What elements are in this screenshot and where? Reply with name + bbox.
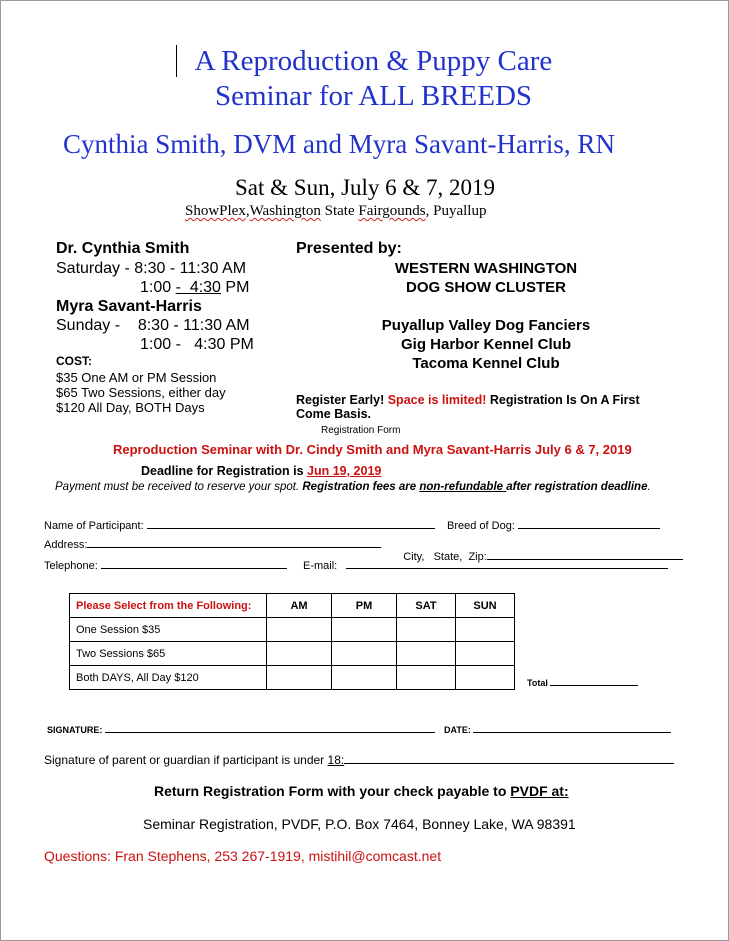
registration-form-label: Registration Form <box>321 425 401 436</box>
venue-part: , <box>245 203 250 219</box>
questions-contact: Questions: Fran Stephens, 253 267-1919, mistihil@comcast.net <box>44 848 442 864</box>
table-header-cell: SUN <box>456 594 515 618</box>
time-part: - 4:30 <box>175 279 221 296</box>
event-venue <box>185 203 486 220</box>
city-label: City, State, Zip: <box>403 551 487 563</box>
telephone-field-row <box>44 556 287 572</box>
table-header-cell: AM <box>267 594 332 618</box>
time-part: PM <box>220 279 250 296</box>
event-dates: Sat & Sun, July 6 & 7, 2019 <box>235 175 496 200</box>
deadline-label: Deadline for Registration is <box>141 464 308 478</box>
sat-checkbox[interactable] <box>397 618 456 642</box>
register-early-text <box>296 393 640 407</box>
total-row <box>527 677 638 688</box>
pm-checkbox[interactable] <box>332 642 397 666</box>
register-part: Space is limited! <box>387 393 487 407</box>
register-part: Register Early! <box>296 393 388 407</box>
telephone-field[interactable] <box>101 556 287 569</box>
am-checkbox[interactable] <box>267 642 332 666</box>
sat-checkbox[interactable] <box>397 642 456 666</box>
speaker-2-time-1: Sunday - 8:30 - 11:30 AM <box>56 317 250 334</box>
email-field[interactable] <box>346 556 668 569</box>
title-line-2: Seminar for ALL BREEDS <box>214 80 533 112</box>
speaker-1-time-2 <box>140 279 249 297</box>
presenter-2: DOG SHOW CLUSTER <box>406 279 566 296</box>
guardian-label: Signature of parent or guardian if participant is under <box>44 753 328 767</box>
table-header-cell: PM <box>332 594 397 618</box>
pm-checkbox[interactable] <box>332 666 397 690</box>
time-part: 1:00 <box>140 279 176 296</box>
venue-part: , Puyallup <box>425 203 487 219</box>
date-row <box>444 724 671 735</box>
sun-checkbox[interactable] <box>456 666 515 690</box>
table-row <box>70 618 515 642</box>
row-label: One Session $35 <box>70 618 267 642</box>
cost-item-2: $65 Two Sessions, either day <box>56 385 226 400</box>
sun-checkbox[interactable] <box>456 642 515 666</box>
address-label: Address: <box>44 539 88 551</box>
am-checkbox[interactable] <box>267 666 332 690</box>
seminar-line: Reproduction Seminar with Dr. Cindy Smith and Myra Savant-Harris July 6 & 7, 2019 <box>113 442 632 457</box>
speaker-1-time-1: Saturday - 8:30 - 11:30 AM <box>56 260 247 277</box>
return-part: Return Registration Form with your check payable to <box>154 783 511 799</box>
breed-label: Breed of Dog: <box>447 520 515 532</box>
venue-part: Washington <box>249 203 321 219</box>
date-field[interactable] <box>473 724 671 733</box>
total-field[interactable] <box>550 677 638 686</box>
breed-field[interactable] <box>518 516 660 529</box>
speaker-1-name: Dr. Cynthia Smith <box>56 240 190 257</box>
telephone-label: Telephone: <box>44 560 98 572</box>
address-field[interactable] <box>87 535 381 548</box>
guardian-signature-field[interactable] <box>344 751 674 764</box>
return-part: PVDF at: <box>510 783 569 799</box>
payment-note <box>55 481 651 493</box>
sun-checkbox[interactable] <box>456 618 515 642</box>
deadline-text <box>141 464 381 478</box>
register-part: Registration Is On A First <box>486 393 640 407</box>
presenter-1: WESTERN WASHINGTON <box>394 260 578 277</box>
email-label: E-mail: <box>303 560 338 572</box>
deadline-date: Jun 19, 2019 <box>307 464 382 478</box>
signature-label: SIGNATURE: <box>47 725 103 735</box>
table-header-row <box>70 594 515 618</box>
payment-part: Payment must be received to reserve your spot. <box>55 481 303 493</box>
row-label: Two Sessions $65 <box>70 642 267 666</box>
date-label: DATE: <box>444 725 471 735</box>
name-field[interactable] <box>147 516 435 529</box>
presenter-3: Puyallup Valley Dog Fanciers <box>381 317 591 334</box>
payment-part: non-refundable <box>419 481 507 493</box>
signature-row <box>47 724 435 735</box>
presenter-5: Tacoma Kennel Club <box>412 355 560 372</box>
sat-checkbox[interactable] <box>397 666 456 690</box>
cost-item-1: $35 One AM or PM Session <box>56 370 217 385</box>
email-field-row <box>303 556 668 572</box>
cost-label: COST: <box>56 354 92 368</box>
mailing-address: Seminar Registration, PVDF, P.O. Box 7464, Bonney Lake, WA 98391 <box>143 816 576 832</box>
text-cursor <box>176 45 177 77</box>
speaker-2-name: Myra Savant-Harris <box>56 298 202 315</box>
table-row <box>70 666 515 690</box>
total-label: Total <box>527 678 548 688</box>
venue-part: ShowPlex <box>185 203 246 219</box>
guardian-age: 18: <box>327 753 345 767</box>
row-label: Both DAYS, All Day $120 <box>70 666 267 690</box>
presenter-4: Gig Harbor Kennel Club <box>400 336 571 353</box>
return-instructions <box>154 783 569 799</box>
presented-by-label: Presented by: <box>296 240 402 257</box>
session-selection-table <box>69 593 515 690</box>
speaker-2-time-2: 1:00 - 4:30 PM <box>140 336 254 353</box>
pm-checkbox[interactable] <box>332 618 397 642</box>
name-label: Name of Participant: <box>44 520 144 532</box>
payment-part: after registration deadline <box>506 481 648 493</box>
payment-part: Registration fees are <box>302 481 420 493</box>
venue-part: Fairgounds <box>358 203 426 219</box>
payment-part: . <box>647 481 651 493</box>
table-row <box>70 642 515 666</box>
breed-field-row <box>447 516 660 532</box>
am-checkbox[interactable] <box>267 618 332 642</box>
table-header-cell: SAT <box>397 594 456 618</box>
table-header-cell: Please Select from the Following: <box>70 594 267 618</box>
title-line-1: A Reproduction & Puppy Care <box>194 45 553 77</box>
speakers-title: Cynthia Smith, DVM and Myra Savant-Harris, RN <box>63 129 615 159</box>
guardian-row <box>44 751 674 767</box>
name-field-row <box>44 516 435 532</box>
register-early-text-2: Come Basis. <box>296 407 372 421</box>
cost-item-3: $120 All Day, BOTH Days <box>56 400 205 415</box>
venue-part: State <box>320 203 359 219</box>
address-field-row <box>44 535 381 551</box>
signature-field[interactable] <box>105 724 435 733</box>
